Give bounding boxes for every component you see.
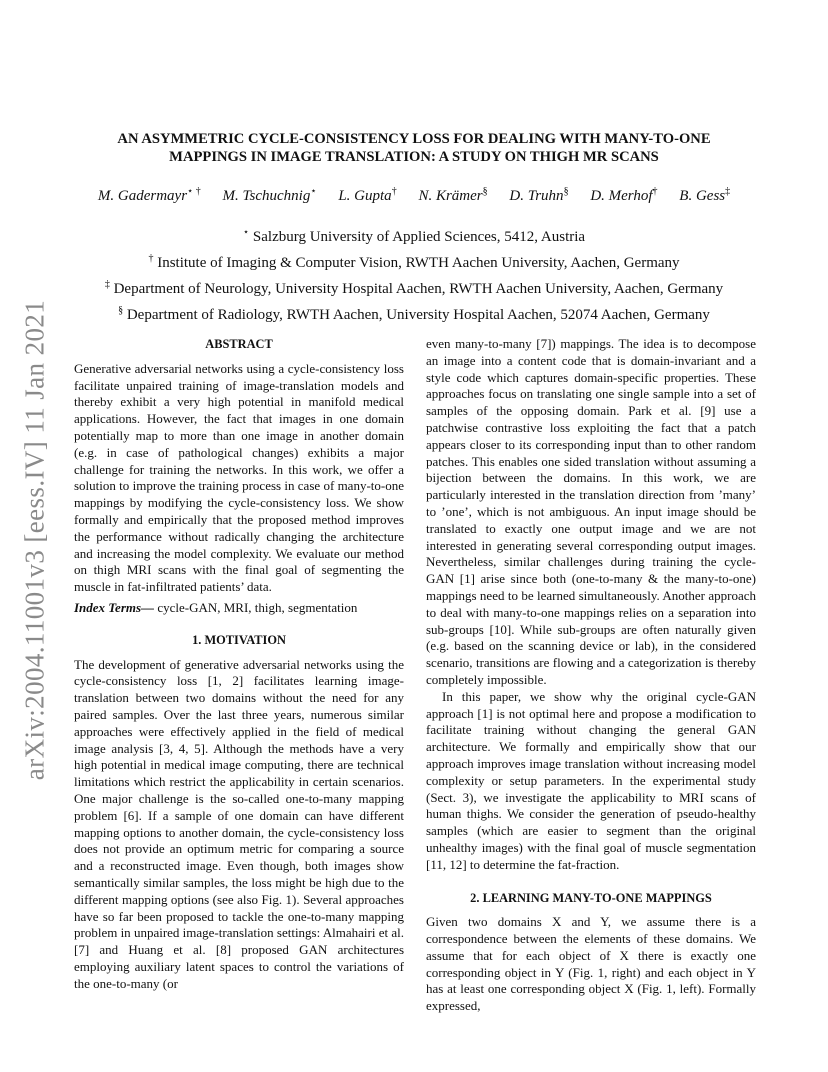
author: [338, 188, 396, 204]
paper-title: [60, 130, 768, 166]
author-mark: §: [563, 186, 569, 197]
body-paragraph: Given two domains X and Y, we assume there is a correspondence between the elements of these domains. We assume that for each object of X there is exactly one corresponding object in Y (Fig. 1, right) and each object in Y has at least one corresponding object X (Fig. 1, left). Formally expressed,: [426, 914, 756, 1014]
author: [590, 188, 657, 204]
author-mark: †: [391, 186, 397, 197]
author-list: [60, 186, 768, 205]
affiliation-text: Department of Radiology, RWTH Aachen, University Hospital Aachen, 52074 Aachen, Germany: [126, 307, 710, 323]
abstract-heading: ABSTRACT: [205, 337, 273, 351]
affiliations: [60, 222, 768, 326]
section-heading-motivation: 1. MOTIVATION: [192, 632, 286, 647]
left-column: [74, 336, 404, 992]
body-paragraph: The development of generative adversarial networks using the cycle-consistency loss [1, 2] facilitates learning image-translation between two domains without the need for any paired samples. Over the last three years, numerous similar approaches were effectively applied in the field of medical image analysis [3, 4, 5]. Although the methods have a very high potential in medical image computing, there are technical limitations which restrict the applicability in certain scenarios. One major challenge is the so-called one-to-many mapping problem [6]. If a sample of one domain can have different mapping options to another domain, the cycle-consistency loss does not provide an optimum metric for comparing a source and a reconstructed image. Even though, both images show semantically similar samples, the loss might be high due to the different mapping options (see also Fig. 1). Several approaches have so far been proposed to tackle the one-to-many mapping problem in unpaired image-translation settings: Almahairi et al. [7] and Huang et al. [8] proposed GAN architectures employing auxiliary latent spaces to control the variations of the one-to-many (or: [74, 656, 404, 991]
affiliation-mark: §: [118, 305, 124, 316]
author-name: N. Krämer: [418, 188, 483, 204]
affiliation: [60, 300, 768, 326]
author-mark: ⋆ †: [187, 186, 201, 197]
title-line-2: MAPPINGS IN IMAGE TRANSLATION: A STUDY ON THIGH MR SCANS: [169, 149, 659, 165]
author-name: D. Merhof: [590, 188, 653, 204]
affiliation-mark: ‡: [104, 279, 110, 290]
affiliation-text: Department of Neurology, University Hospital Aachen, RWTH Aachen University, Aachen, Germany: [113, 281, 724, 297]
author-mark: ⋆: [310, 186, 317, 197]
author: [679, 188, 730, 204]
author: [98, 188, 201, 204]
author-mark: ‡: [725, 186, 731, 197]
abstract-text: Generative adversarial networks using a cycle-consistency loss facilitate unpaired training of image-translation models and thereby exhibit a very high potential in manifold medical applications. However, the fact that images in one domain potentially map to more than one image in another domain (e.g. in case of pathological changes) exhibits a major challenge for training the networks. In this work, we offer a solution to improve the training process in case of many-to-one mappings by modifying the cycle-consistency loss. We show formally and empirically that the proposed method improves the performance without radically changing the architecture and increasing the model complexity. We evaluate our method on thigh MRI scans with the final goal of segmenting the muscle in fat-infiltrated patients’ data.: [74, 360, 404, 595]
arxiv-sidebar-stamp: [10, 295, 60, 785]
index-terms: [74, 600, 404, 617]
body-paragraph: even many-to-many [7]) mappings. The idea is to decompose an image into a content code that is domain-invariant and a style code which captures domain-specific properties. These approaches focus on translating one single sample into a set of samples of the opposing domain. Park et al. [9] use a patchwise contrastive loss exploiting the fact that a patch appears closer to its corresponding input than to other random patches. This enables one sided translation without assuming a bijection between the domains. In this work, we are particularly interested in the translation direction from ’many’ to ’one’, which is not ambiguous. An input image should be translated to exactly one output image and we are not interested in generating several corresponding output images. Nevertheless, similar challenges during training the cycle-GAN [1] arise since both (one-to-many & the many-to-one) mappings need to be learned simultaneously. Another approach to deal with many-to-one mappings relies on a separation into sub-groups [10]. While sub-groups are often naturally given (e.g. based on the scanning device or lab), in the considered scenario, transitions are flowing and a categorization is thereby completely impossible.: [426, 336, 756, 687]
index-terms-text: cycle-GAN, MRI, thigh, segmentation: [157, 599, 358, 615]
body-paragraph: In this paper, we show why the original cycle-GAN approach [1] is not optimal here and propose a modification to facilitate training without changing the general GAN architecture. We formally and empirically show that our approach improves image translation without increasing model complexity or setup parameters. In the experimental study (Sect. 3), we investigate the applicability to MRI scans of human thighs. We consider the generation of pseudo-healthy samples (which are easier to segment than the original unhealthy images) with the final goal of muscle segmentation [11, 12] to determine the fat-fraction.: [426, 688, 756, 872]
author-name: B. Gess: [679, 188, 726, 204]
affiliation-mark: ⋆: [242, 227, 250, 238]
author-name: M. Tschuchnig: [222, 188, 311, 204]
affiliation: [60, 248, 768, 274]
author-name: D. Truhn: [509, 188, 564, 204]
affiliation: [60, 222, 768, 248]
author: [418, 188, 487, 204]
affiliation-text: Institute of Imaging & Computer Vision, RWTH Aachen University, Aachen, Germany: [157, 255, 680, 271]
author: [509, 188, 568, 204]
author-mark: §: [482, 186, 488, 197]
section-heading-learning: 2. LEARNING MANY-TO-ONE MAPPINGS: [470, 890, 712, 905]
title-line-1: AN ASYMMETRIC CYCLE-CONSISTENCY LOSS FOR DEALING WITH MANY-TO-ONE: [117, 131, 711, 147]
right-column: [426, 336, 756, 1015]
affiliation-mark: †: [148, 253, 154, 264]
author: [223, 188, 317, 204]
author-mark: †: [652, 186, 658, 197]
author-name: L. Gupta: [338, 188, 392, 204]
affiliation: [60, 274, 768, 300]
affiliation-text: Salzburg University of Applied Sciences, 5412, Austria: [252, 229, 586, 245]
author-name: M. Gadermayr: [97, 188, 188, 204]
index-terms-label: Index Terms—: [74, 599, 155, 615]
arxiv-identifier: arXiv:2004.11001v3 [eess.IV] 11 Jan 2021: [19, 299, 50, 781]
